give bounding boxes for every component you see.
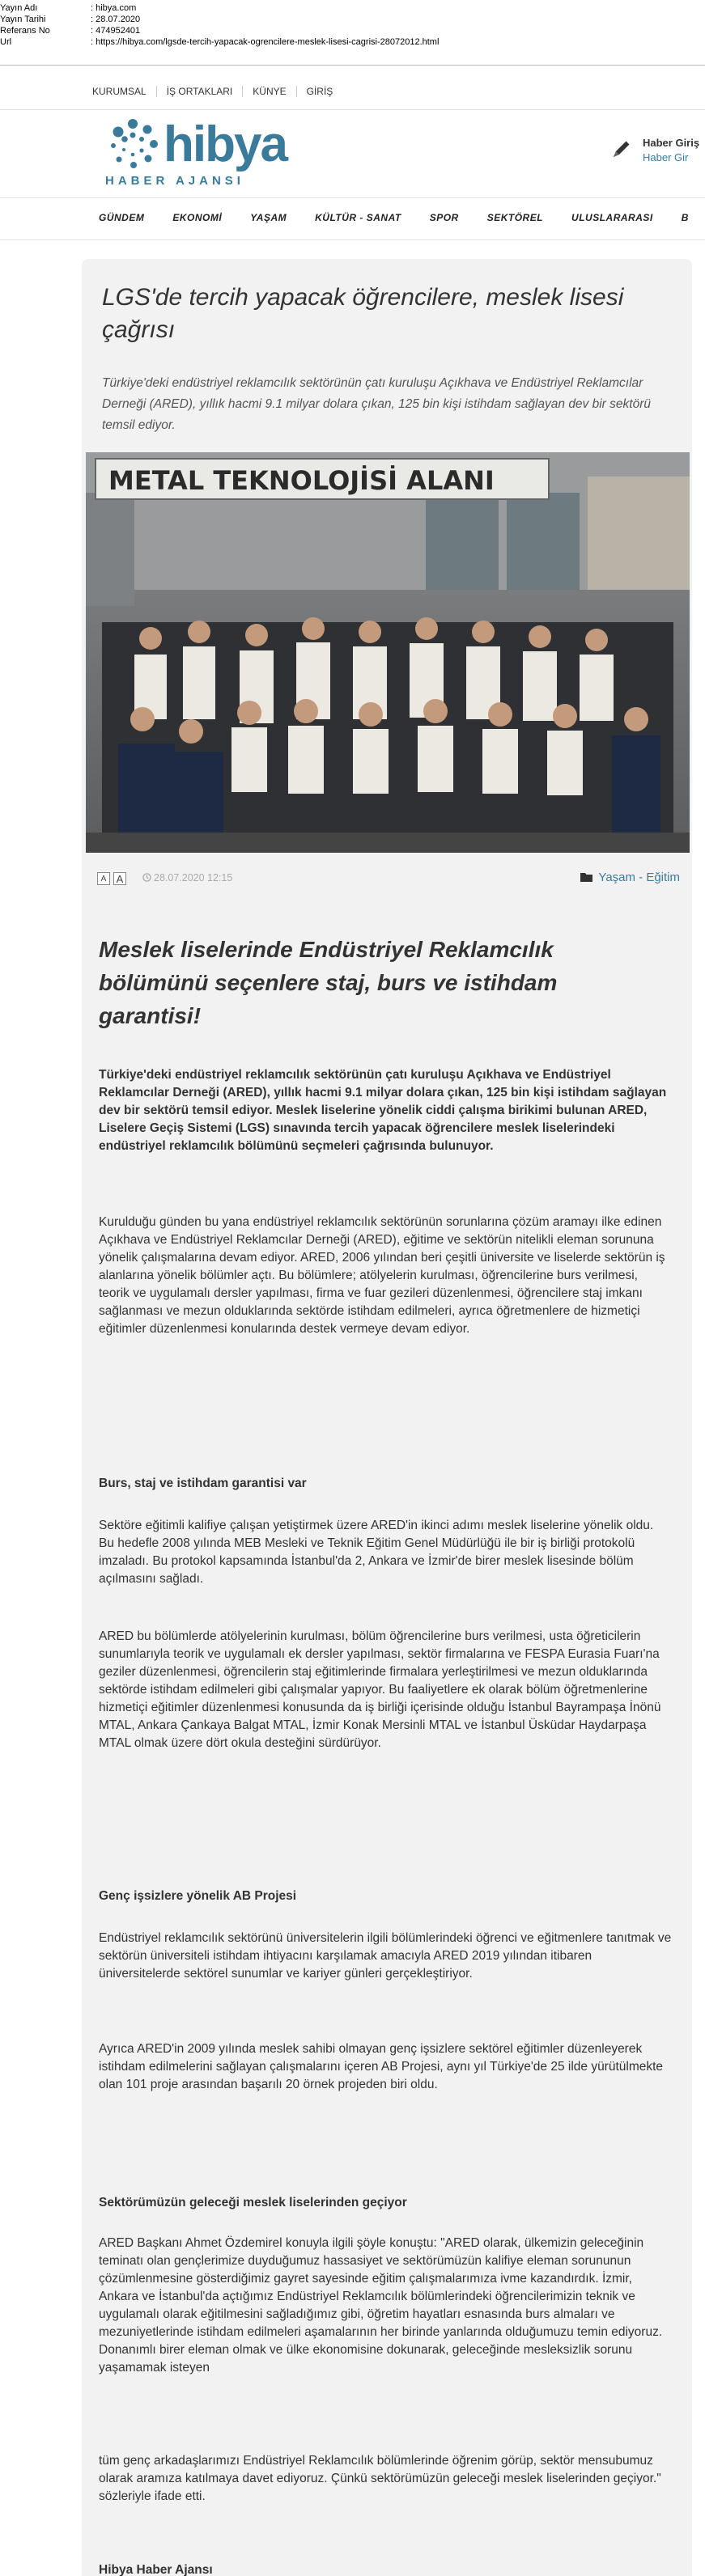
body-paragraph: ARED bu bölümlerde atölyelerinin kurulması, bölüm öğrencilerine burs verilmesi, usta öğreticilerin sunumlarıyla teorik ve uygulamalı ek dersler yapılması, sektör firmalarına ve FESPA Eurasia Fuarı'na geziler düzenlenmesi, öğrencilerin staj eğitimlerinde firmalara yerleştirilmesi ve mezun olduklarında sektörde istihdam edilmeleri gibi çalışmalar yapıyor. Bu faaliyetlere ek olarak bölüm öğretmenlerine hizmetiçi eğitimler düzenlenmesi konusunda da iş birliği içerisinde olduğu İstanbul Bayrampaşa İnönü MTAL, Ankara Çankaya Balgat MTAL, İzmir Konak Mersinli MTAL ve İstanbul Üsküdar Haydarpaşa MTAL olmak üzere dört okula desteğini sürdürüyor. [99,1629,661,1750]
news-login[interactable] [609,136,699,165]
nav-kurumsal[interactable]: KURUMSAL [92,86,147,97]
font-size-controls [97,872,126,885]
lead-paragraph: Türkiye'deki endüstriyel reklamcılık sektörünün çatı kuruluşu Açıkhava ve Endüstriyel Reklamcılar Derneği (ARED), yıllık hacmi 9.1 milyar dolara çıkan, 125 bin kişi istihdam sağlayan dev bir sektörü temsil ediyor. Meslek liselerine yönelik ciddi çalışma birikimi bulunan ARED, Liselere Geçiş Sistemi (LGS) sınavında tercih yapacak öğrencilere meslek liselerindeki endüstriyel reklamcılık bölümünü seçmeleri çağrısında bulunuyor. [99,1068,667,1153]
cat-ekonomi[interactable]: EKONOMİ [172,212,223,223]
clipping-meta [0,3,705,49]
article-photo [86,452,690,853]
folder-icon [580,872,593,883]
article-category-link[interactable] [580,871,680,884]
top-nav [92,86,342,97]
body-paragraph: Ayrıca ARED'in 2009 yılında meslek sahibi olmayan genç işsizlere sektörel eğitimler düzenleyerek istihdam edilmelerini sağlayan çalışmalarını içeren AB Projesi, aynı yıl Türkiye'de 25 ilde yürütülmekte olan 101 proje arasından başarılı 20 örnek projeden biri oldu. [99,2042,664,2091]
meta-key: Yayın Adı [0,3,38,13]
photo-sign-text: METAL TEKNOLOJİSİ ALANI [108,465,495,496]
article-info-row [97,871,680,887]
section-heading: Burs, staj ve istihdam garantisi var [99,1477,307,1490]
sunburst-icon [105,117,160,172]
divider [0,109,705,110]
login-title: Haber Giriş [643,137,700,149]
article-subheading: Meslek liselerinde Endüstriyel Reklamcılık bölümünü seçenlere staj, burs ve istihdam garantisi! [99,937,558,1028]
article-signature: Hibya Haber Ajansı [99,2563,213,2576]
category-nav [99,212,705,223]
meta-key: Yayın Tarihi [0,15,46,24]
pen-icon [609,136,635,162]
meta-url[interactable]: : https://hibya.com/lgsde-tercih-yapacak-ogrencilere-meslek-lisesi-cagrisi-28072012.html [91,37,440,47]
section-heading: Sektörümüzün geleceği meslek liselerinden geçiyor [99,2196,407,2210]
logo-tagline: HABER AJANSI [105,174,244,188]
divider [0,197,705,198]
meta-row [0,15,705,26]
clock-icon [142,873,151,882]
divider [0,239,705,240]
nav-is-ortaklari[interactable]: İŞ ORTAKLARI [156,86,243,97]
meta-key: Referans No [0,26,50,36]
publish-date [142,872,232,883]
cat-spor[interactable]: SPOR [429,212,459,223]
body-paragraph: Sektöre eğitimli kalifiye çalışan yetiştirmek üzere ARED'in ikinci adımı meslek liselerine yönelik oldu. Bu hedefle 2008 yılında MEB Mesleki ve Teknik Eğitim Genel Müdürlüğü ile bir iş birliği protokolü imzaladı. Bu protokol kapsamında İstanbul'da 2, Ankara ve İzmir'de birer meslek lisesinde bölüm açılmasını sağladı. [99,1519,654,1586]
meta-row [0,37,705,49]
body-paragraph: ARED Başkanı Ahmet Özdemirel konuyla ilgili şöyle konuştu: "ARED olarak, ülkemizin geleceğinin teminatı olan gençlerimize duyduğumuz hassasiyet ve sektörümüzün kalifiye eleman sorununun çözümlenmesine gösterdiğimiz gayret sayesinde eğitim çalışmalarımıza ivme kazandırdık. İzmir, Ankara ve İstanbul'da açtığımız Endüstriyel Reklamcılık bölümlerindeki öğrencilerimizin teknik ve uygulamalı olarak eğitilmesini sağladığımız gibi, öğretim hayatları esnasında burs almaları ve mezuniyetlerinde istihdam edilmeleri aşamalarının her birinde yanlarında olduğumuzu temin ediyoruz. Donanımlı birer eleman olmak ve ülke ekonomisine dokunarak, geleceğinde mesleksizlik sorunu yaşamamak isteyen [99,2236,663,2375]
cat-sektorel[interactable]: SEKTÖREL [486,212,544,223]
meta-key: Url [0,37,12,47]
group-photo-image [86,452,690,853]
meta-value: : 474952401 [91,26,141,36]
cat-gundem[interactable]: GÜNDEM [99,212,145,223]
article-title: LGS'de tercih yapacak öğrencilere, meslek lisesi çağrısı [102,284,624,343]
divider [0,65,705,66]
nav-kunye[interactable]: KÜNYE [242,86,295,97]
category-label: Yaşam - Eğitim [598,871,680,884]
nav-giris[interactable]: GİRİŞ [296,86,343,97]
body-paragraph: Endüstriyel reklamcılık sektörünü üniversitelerin ilgili bölümlerindeki öğrenci ve eğitmenlere tanıtmak ve sektörün üniversiteli istihdam ihtiyacını karşılamak amacıyla ARED 2019 yılından itibaren üniversitelerde sektörel sunumlar ve kariyer günleri gerçekleştiriyor. [99,1931,672,1981]
body-paragraph: tüm genç arkadaşlarımızı Endüstriyel Reklamcılık bölümlerinde öğrenim görüp, sektör mensubumuz olarak aramıza katılmaya davet ediyoruz. Çünkü sektörümüzün geleceği meslek liselerinden geçiyor." sözleriyle ifade etti. [99,2454,661,2503]
cat-yasam[interactable]: YAŞAM [250,212,287,223]
meta-row [0,26,705,37]
cat-kultur-sanat[interactable]: KÜLTÜR - SANAT [315,212,401,223]
body-paragraph: Kurulduğu günden bu yana endüstriyel reklamcılık sektörünün sorunlarına çözüm aramayı ilke edinen Açıkhava ve Endüstriyel Reklamcılar Derneği (ARED), eğitime ve sektörün nitelikli eleman sorununa yönelik çalışmalarına devam ediyor. ARED, 2006 yılından beri çeşitli üniversite ve liselerde sektörün iş alanlarına yönelik bölümler açtı. Bu bölümlere; atölyelerin kurulması, öğrencilerine burs verilmesi, teorik ve uygulamalı dersler yapılması, firma ve fuar gezileri düzenlenmesi, öğrencilere staj imkanı sağlanması ve mezun olduklarında sektörde istihdam edilmeleri, ayrıca öğretmenlere de hizmetiçi eğitimler düzenlenmesi konularında destek vermeye devam ediyor. [99,1215,665,1336]
logo-wordmark: hibya [164,117,287,172]
login-link[interactable]: Haber Gir [643,151,689,163]
meta-value: : hibya.com [91,3,137,13]
meta-row [0,3,705,15]
publish-date-text: 28.07.2020 12:15 [154,872,233,883]
cat-uluslararasi[interactable]: ULUSLARARASI [571,212,653,223]
meta-value: : 28.07.2020 [91,15,141,24]
article-spot: Türkiye'deki endüstriyel reklamcılık sektörünün çatı kuruluşu Açıkhava ve Endüstriyel Reklamcılar Derneği (ARED), yıllık hacmi 9.1 milyar dolara çıkan, 125 bin kişi istihdam sağlayan dev bir sektörü temsil ediyor. [102,376,651,432]
section-heading: Genç işsizlere yönelik AB Projesi [99,1889,297,1903]
font-smaller-button[interactable]: A [97,872,110,885]
site-logo[interactable] [105,116,308,197]
cat-more[interactable]: B [681,212,689,223]
font-larger-button[interactable]: A [113,872,126,885]
